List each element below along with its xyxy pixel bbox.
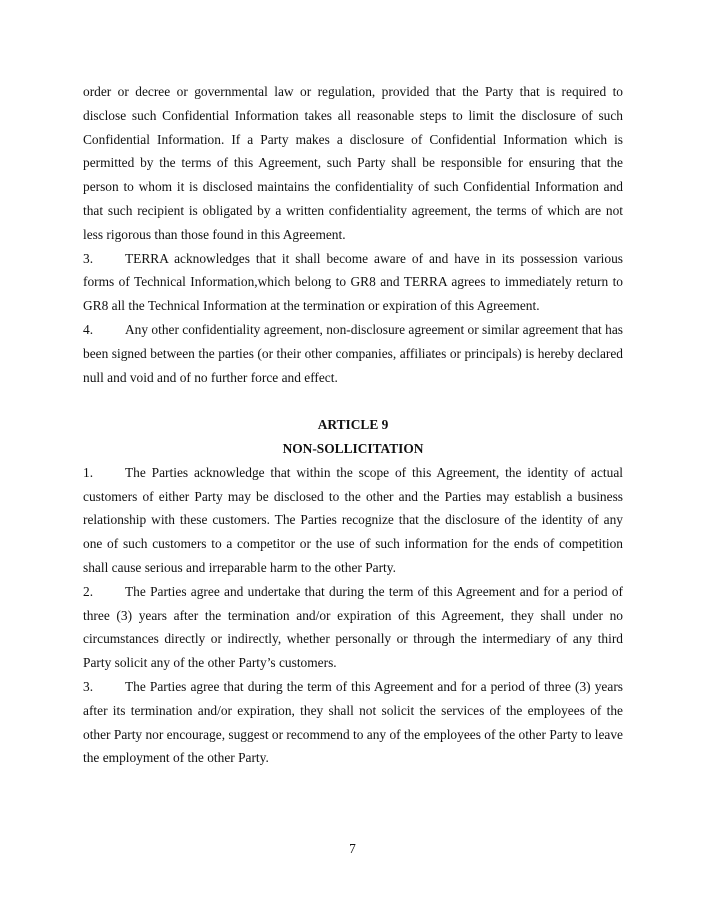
item-number: 2. xyxy=(83,583,94,599)
article-subheading: NON-SOLLICITATION xyxy=(282,440,424,456)
article9-item-3 xyxy=(83,675,623,770)
item-text: The Parties acknowledge that within the scope of this Agreement, the identity of actual customers of either Party may be disclosed to the other and the Parties may establish a business relationship with these customers. The Parties recognize that the disclosure of the identity of any one of such customers to a competitor or the use of such information for the ends of competition shall cause serious and irreparable harm to the other Party. xyxy=(83,464,623,575)
item-number: 3. xyxy=(83,250,94,266)
item-number: 3. xyxy=(83,678,94,694)
item-text: TERRA acknowledges that it shall become aware of and have in its possession various forms of Technical Information,which belong to GR8 and TERRA agrees to immediately return to GR8 all the Technical Information at the termination or expiration of this Agreement. xyxy=(83,250,623,314)
item-number: 4. xyxy=(83,321,94,337)
article8-item-3 xyxy=(83,247,623,318)
intro-paragraph: order or decree or governmental law or regulation, provided that the Party that is required to disclose such Confidential Information takes all reasonable steps to limit the disclosure of such Confidential Information. If a Party makes a disclosure of Confidential Information which is permitted by the terms of this Agreement, such Party shall be responsible for ensuring that the person to whom it is disclosed maintains the confidentiality of such Confidential Information and that such recipient is obligated by a written confidentiality agreement, the terms of which are not less rigorous than those found in this Agreement. xyxy=(83,84,623,242)
page-number: 7 xyxy=(349,841,356,856)
item-text: The Parties agree and undertake that during the term of this Agreement and for a period of three (3) years after the termination and/or expiration of this Agreement, they shall under no circumstances directly or indirectly, whether personally or through the intermediary of any third Party solicit any of the other Party’s customers. xyxy=(83,583,623,671)
item-text: Any other confidentiality agreement, non-disclosure agreement or similar agreement that has been signed between the parties (or their other companies, affiliates or principals) is hereby declared null and void and of no further force and effect. xyxy=(83,321,623,385)
section-spacer xyxy=(83,389,623,413)
item-text: The Parties agree that during the term of this Agreement and for a period of three (3) years after its termination and/or expiration, they shall not solicit the services of the employees of the other Party nor encourage, suggest or recommend to any of the employees of the other Party to leave the employment of the other Party. xyxy=(83,678,623,766)
article9-item-1 xyxy=(83,461,623,580)
article8-item-4 xyxy=(83,318,623,389)
article-heading: ARTICLE 9 xyxy=(317,417,389,433)
item-number: 1. xyxy=(83,464,94,480)
article9-item-2 xyxy=(83,580,623,675)
document-page xyxy=(83,80,623,770)
